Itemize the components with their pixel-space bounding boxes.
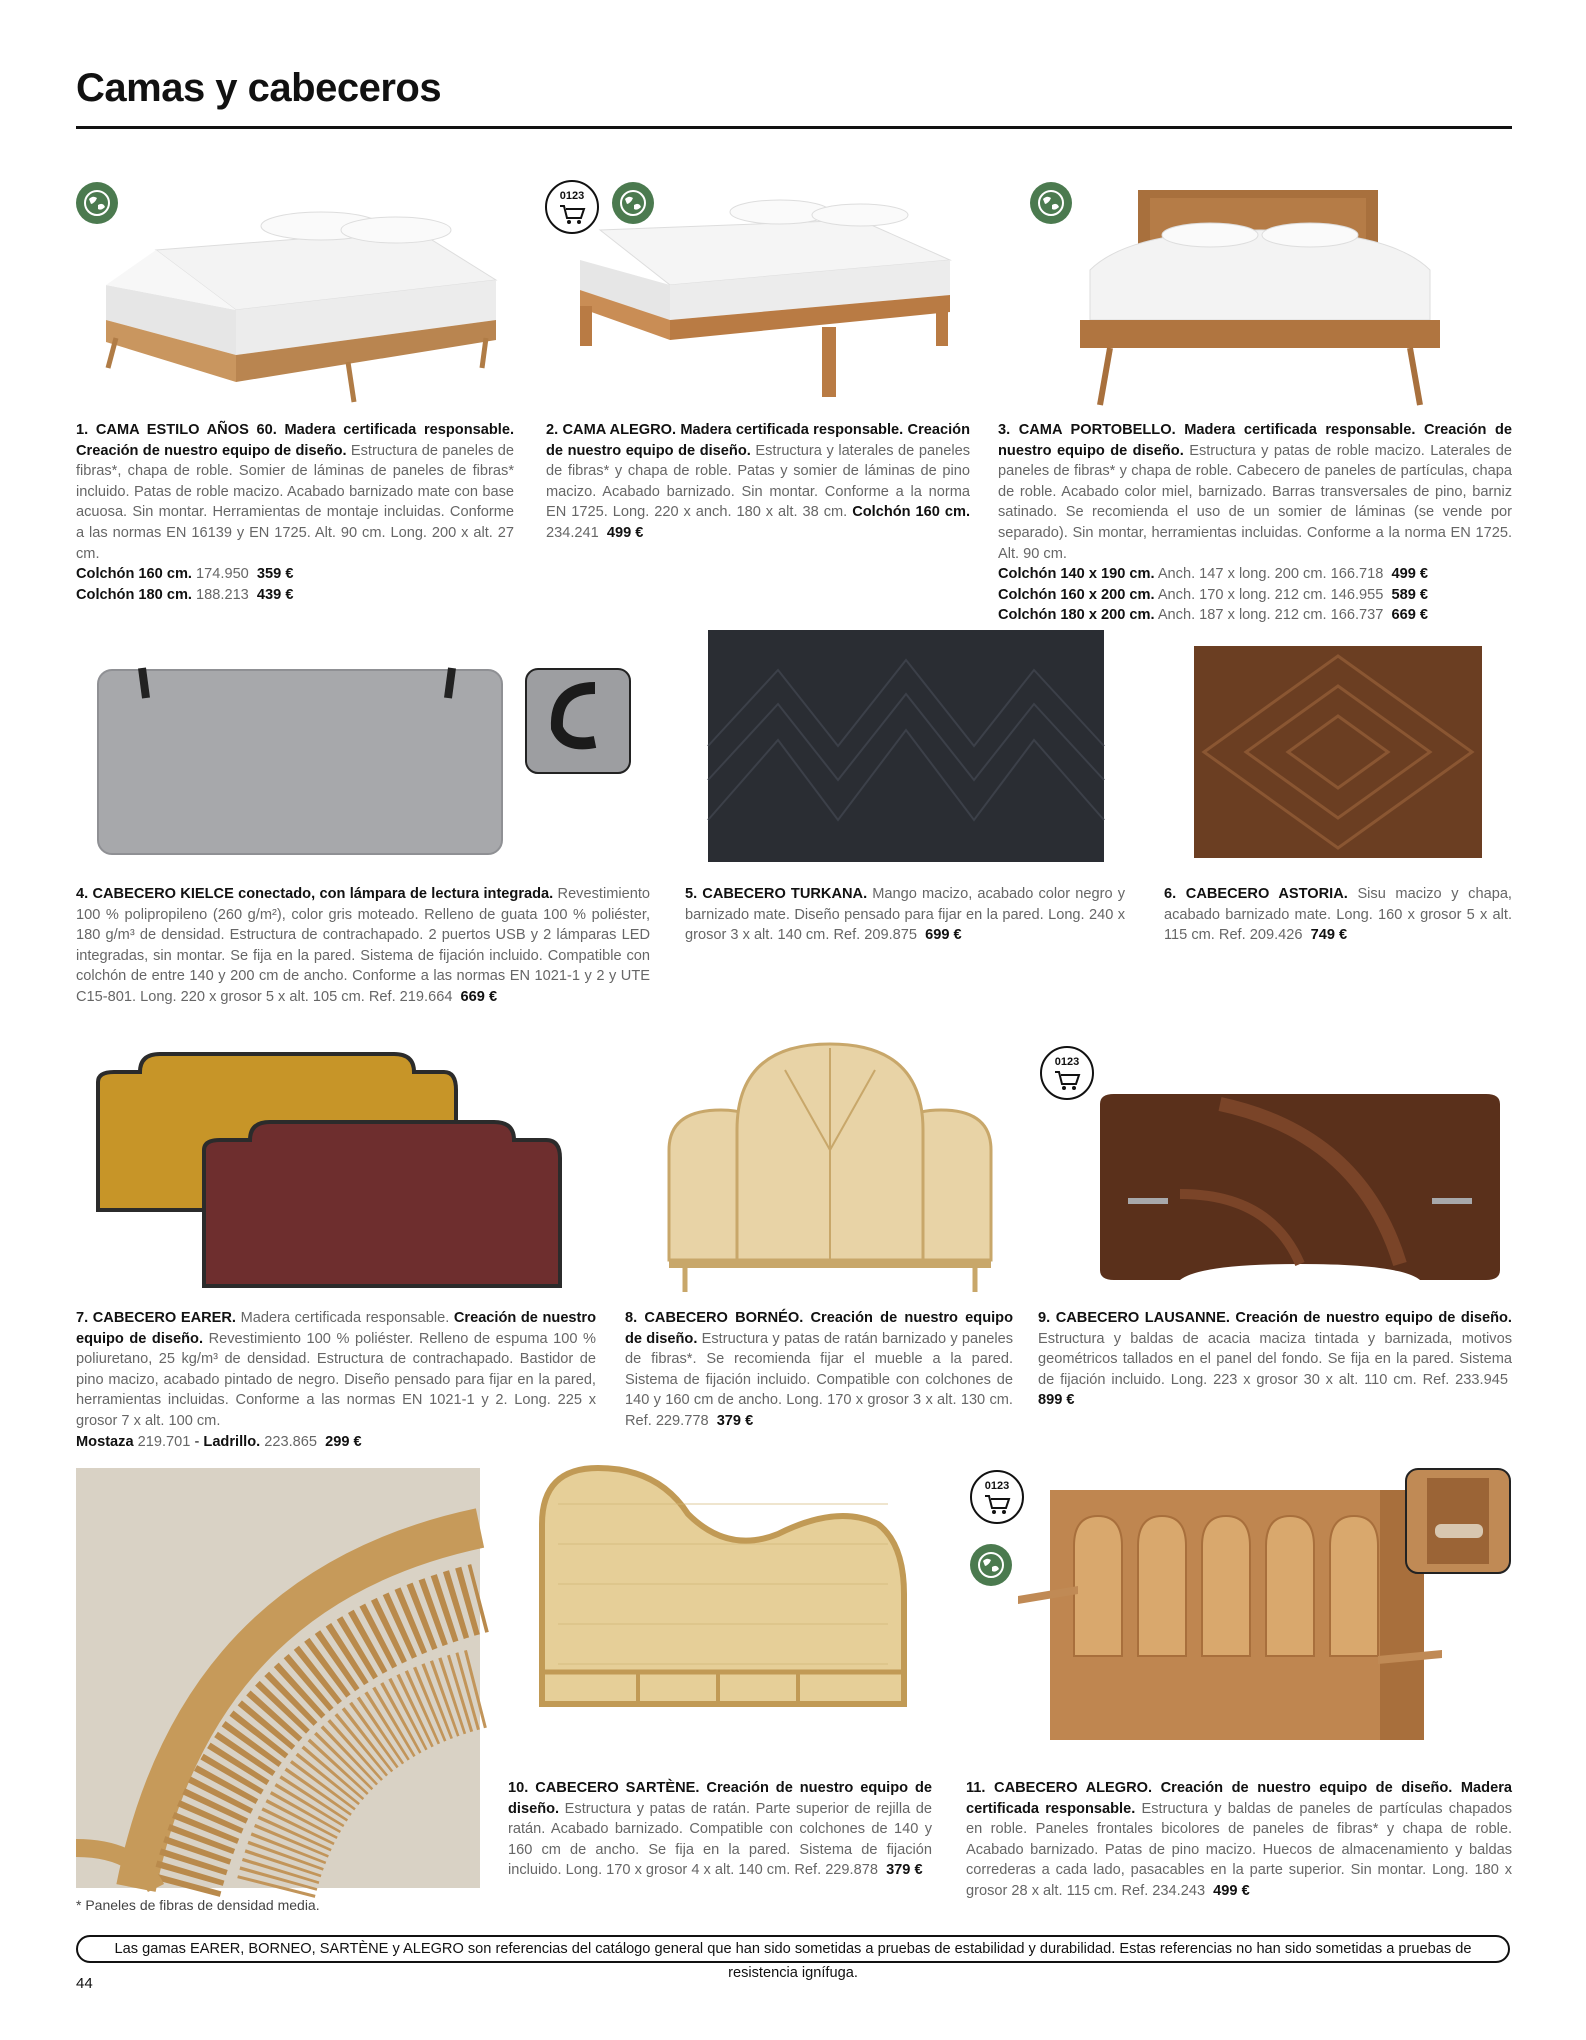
product-9-image [1100, 1094, 1500, 1284]
product-4-detail-image [525, 668, 631, 774]
product-5-image [708, 630, 1104, 862]
product-3-image [1070, 190, 1450, 410]
product-2-text: 2. CAMA ALEGRO. Madera certificada responsable. Creación de nuestro equipo de diseño. Estructura y laterales de paneles de fibras* y chapa de roble. Patas y somier de láminas de pino macizo. Acabado barnizado. Sin montar. Conforme a la norma EN 1725. Long. 220 x anch. 180 x alt. 38 cm. Colchón 160 cm. 234.241 499 € [546, 422, 971, 541]
product-6-text: 6. CABECERO ASTORIA. Sisu macizo y chapa, acabado barnizado mate. Long. 160 x grosor 5 x alt. 115 cm. Ref. 209.426 749 € [1164, 886, 1512, 944]
page-number: 44 [76, 1975, 93, 1992]
globe-leaf-icon [619, 189, 647, 217]
product-10-image [538, 1464, 908, 1714]
product-4-image [96, 668, 506, 858]
product-9-text: 9. CABECERO LAUSANNE. Creación de nuestro equipo de diseño. Estructura y baldas de acacia maciza tintada y barnizada, motivos geométricos tallados en el panel del fondo. Se fija en la pared. Sistema de fijación incluido. Long. 223 x grosor 30 x alt. 110 cm. Ref. 233.945 899 € [1038, 1310, 1512, 1409]
product-10-text: 10. CABECERO SARTÈNE. Creación de nuestro equipo de diseño. Estructura y patas de ratán. Parte superior de rejilla de ratán. Acabado barnizado. Compatible con colchones de 140 y 160 cm de ancho. Se fija en la pared. Sistema de fijación incluido. Long. 170 x grosor 4 x alt. 140 cm. Ref. 229.878 379 € [508, 1780, 932, 1879]
product-1-text: 1. CAMA ESTILO AÑOS 60. Madera certificada responsable. Creación de nuestro equipo de diseño. Estructura de paneles de fibras*, chapa de roble. Somier de láminas de paneles de fibras* incluido. Patas de roble macizo. Acabado barnizado mate con base acuosa. Sin montar. Herramientas de montaje incluidas. Conforme a las normas EN 16139 y EN 1725. Alt. 90 cm. Long. 200 x alt. 27 cm. Colchón 160 cm. 174.950 359 € Colchón 180 cm. 188.213 439 € [76, 422, 514, 603]
eco-badge-1 [76, 182, 118, 224]
product-6-image [1194, 646, 1482, 858]
title-divider [76, 126, 1512, 129]
cart-badge-2 [545, 180, 599, 234]
globe-leaf-icon [977, 1551, 1005, 1579]
product-11-image [1018, 1486, 1444, 1746]
product-8-image [665, 1040, 995, 1294]
product-5-text: 5. CABECERO TURKANA. Mango macizo, acabado color negro y barnizado mate. Diseño pensado para fijar en la pared. Long. 240 x grosor 3 x alt. 140 cm. Ref. 209.875 699 € [685, 886, 1125, 944]
cart-icon [1054, 1070, 1082, 1092]
eco-badge-3 [1030, 182, 1072, 224]
product-3-text: 3. CAMA PORTOBELLO. Madera certificada responsable. Creación de nuestro equipo de diseño. Estructura y patas de roble macizo. Laterales de paneles de fibras* y chapa de roble. Cabecero de paneles de partículas, chapa de roble. Acabado color miel, barnizado. Barras transversales de pino, barniz satinado. Se recomienda el uso de un somier de láminas (se vende por separado). Sin montar, herramientas incluidas. Conforme a la norma EN 1725. Alt. 90 cm. Colchón 140 x 190 cm. Anch. 147 x long. 200 cm. 166.718 499 € Colchón 160 x 200 cm. Anch. 170 x long. 212 cm. 146.955 589 € Colchón 180 x 200 cm. Anch. 187 x long. 212 cm. 166.737 669 € [998, 422, 1513, 624]
product-8-text: 8. CABECERO BORNÉO. Creación de nuestro equipo de diseño. Estructura y patas de ratán barnizado y paneles de fibras*. Se recomienda fijar el mueble a la pared. Sistema de fijación incluido. Compatible con colchones de 140 y 160 cm de ancho. Long. 170 x grosor 3 x alt. 130 cm. Ref. 229.778 379 € [625, 1310, 1013, 1429]
cart-year: 0123 [559, 190, 585, 202]
product-4-text: 4. CABECERO KIELCE conectado, con lámpara de lectura integrada. Revestimiento 100 % polipropileno (260 g/m²), color gris moteado. Relleno de guata 100 % poliéster, 180 g/m³ de densidad. Estructura de contrachapado. 2 puertos USB y 2 lámparas LED integradas, sin montar. Se fija en la pared. Sistema de fijación incluido. Compatible con colchón de entre 140 y 200 cm de ancho. Conforme a las normas EN 1021-1 y 2 y UTE C15-801. Long. 220 x grosor 5 x alt. 105 cm. Ref. 219.664 669 € [76, 886, 650, 1005]
globe-leaf-icon [1037, 189, 1065, 217]
page-title: Camas y cabeceros [76, 66, 442, 110]
eco-badge-11 [970, 1544, 1012, 1586]
cart-icon [984, 1494, 1012, 1516]
cart-icon [559, 204, 587, 226]
product-7-text: 7. CABECERO EARER. Madera certificada responsable. Creación de nuestro equipo de diseño. Revestimiento 100 % poliéster. Relleno de espuma 100 % poliuretano, 25 kg/m³ de densidad. Estructura de contrachapado. Bastidor de pino macizo, acabado pintado de negro. Diseño pensado para fijar en la pared, herramientas incluidas. Conforme a las normas EN 1021-1 y 2. Long. 225 x grosor 7 x alt. 100 cm. Mostaza 219.701 - Ladrillo. 223.865 299 € [76, 1310, 597, 1450]
product-7-image [94, 1050, 574, 1290]
eco-badge-2 [612, 182, 654, 224]
footnote: * Paneles de fibras de densidad media. [76, 1897, 320, 1913]
product-1-image [86, 190, 506, 410]
product-11-detail-image [1405, 1468, 1511, 1574]
cart-badge-9 [1040, 1046, 1094, 1100]
safety-notice: Las gamas EARER, BORNEO, SARTÈNE y ALEGRO son referencias del catálogo general que han sido sometidas a pruebas de estabilidad y durabilidad. Estas referencias no han sido sometidas a pruebas de resistencia ignífuga. [76, 1935, 1510, 1963]
globe-leaf-icon [83, 189, 111, 217]
product-10-detail-image [76, 1468, 480, 1888]
cart-year: 0123 [1054, 1056, 1080, 1068]
cart-year: 0123 [984, 1480, 1010, 1492]
product-11-text: 11. CABECERO ALEGRO. Creación de nuestro equipo de diseño. Madera certificada responsable. Estructura y baldas de paneles de partículas chapados en roble. Paneles frontales bicolores de paneles de fibras* y chapa de roble. Acabado barnizado. Patas de pino macizo. Huecos de almacenamiento y baldas correderas a cada lado, pasacables en la parte superior. Sin montar. Long. 180 x grosor 28 x alt. 115 cm. Ref. 234.243 499 € [966, 1780, 1513, 1899]
cart-badge-11 [970, 1470, 1024, 1524]
